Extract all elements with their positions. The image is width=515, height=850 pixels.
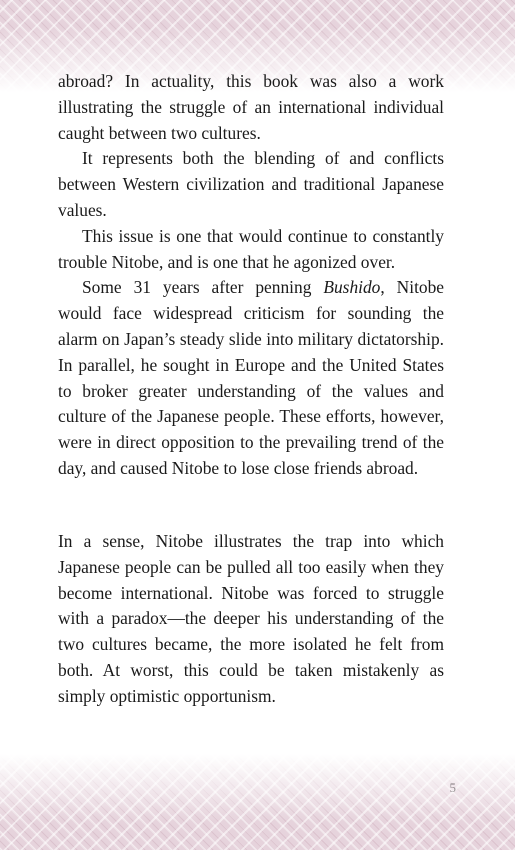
paragraph-2: It represents both the blending of and conflicts between Western civilization and traditional Japanese values. (58, 148, 444, 220)
paragraph-3: This issue is one that would continue to constantly trouble Nitobe, and is one that he agonized over. (58, 225, 444, 272)
decorative-pattern-footer (0, 754, 515, 850)
body-text-section-1 (58, 69, 444, 482)
body-text-section-2 (58, 529, 444, 710)
paragraph-1: abroad? In actuality, this book was also a work illustrating the struggle of an international individual caught between two cultures. (58, 71, 444, 143)
paragraph-4-lead: Some 31 years after penning (82, 277, 324, 298)
paragraph-5: In a sense, Nitobe illustrates the trap into which Japanese people can be pulled all too easily when they become international. Nitobe was forced to struggle with a paradox—the deeper his understanding of the two cultures became, the more isolated he felt from both. At worst, this could be taken mistakenly as simply optimistic opportunism. (58, 531, 444, 706)
paragraph-4 (58, 275, 444, 481)
paragraph-4-rest: , Nitobe would face widespread criticism for sounding the alarm on Japan’s steady slide into military dictatorship. In parallel, he sought in Europe and the United States to broker greater understanding of the values and culture of the Japanese people. These efforts, however, were in direct opposition to the prevailing trend of the day, and caused Nitobe to lose close friends abroad. (58, 277, 445, 478)
book-title-bushido: Bushido (323, 277, 381, 298)
